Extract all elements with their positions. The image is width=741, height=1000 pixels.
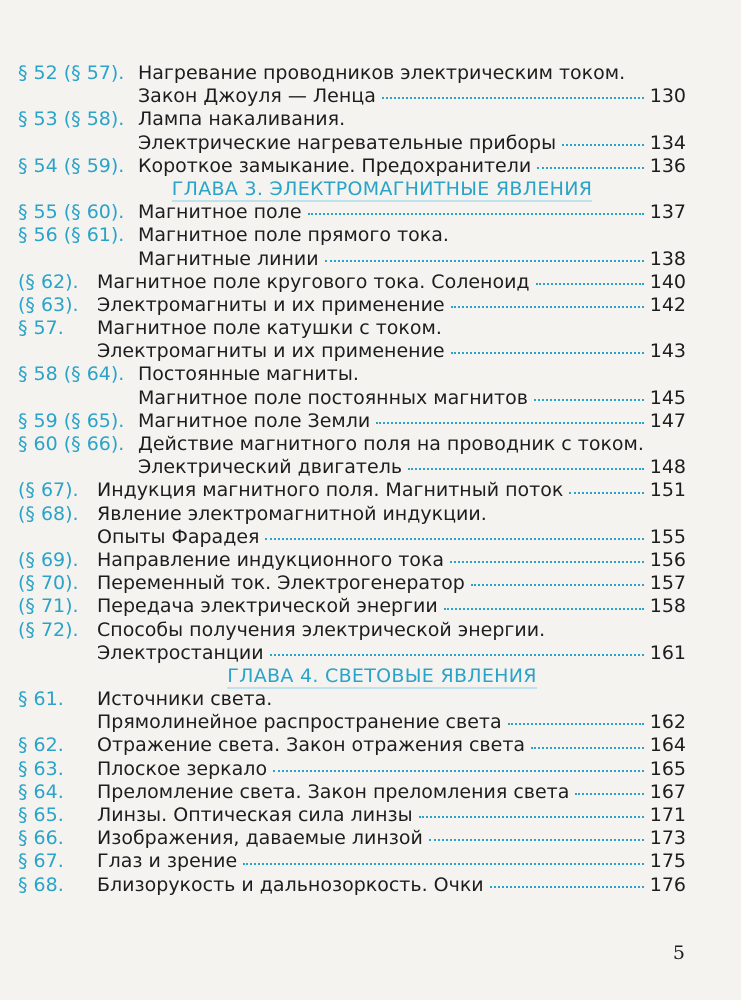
entry-page-number: 142	[649, 293, 686, 316]
section-number: (§ 71).	[18, 595, 79, 618]
entry-title: Закон Джоуля — Ленца	[138, 85, 376, 108]
entry-page-number: 136	[649, 154, 686, 177]
dot-leader	[243, 863, 644, 865]
toc-entry[interactable]	[18, 827, 686, 850]
dot-leader	[575, 793, 643, 795]
toc-entry[interactable]	[18, 294, 686, 317]
dot-leader	[490, 886, 644, 888]
dot-leader	[508, 723, 644, 725]
dot-leader	[265, 538, 643, 540]
section-number: § 67.	[18, 850, 64, 873]
entry-title: Электрические нагревательные приборы	[138, 131, 557, 154]
toc-entry[interactable]	[18, 503, 686, 549]
entry-page-number: 145	[649, 386, 686, 409]
section-number: § 68.	[18, 873, 64, 896]
section-number: § 57.	[18, 317, 64, 340]
section-number: (§ 70).	[18, 572, 79, 595]
toc-entry[interactable]	[18, 363, 686, 409]
entry-title: Электромагниты и их применение	[97, 340, 445, 363]
entry-title: Действие магнитного поля на проводник с током.	[138, 433, 644, 455]
dot-leader	[273, 770, 644, 772]
toc-entry[interactable]	[18, 549, 686, 572]
section-number: (§ 72).	[18, 618, 79, 641]
dot-leader	[537, 167, 644, 169]
dot-leader	[531, 747, 644, 749]
entry-page-number: 162	[649, 711, 686, 734]
dot-leader	[451, 352, 644, 354]
entry-title: Прямолинейное распространение света	[97, 711, 502, 734]
toc-entry[interactable]	[18, 874, 686, 897]
section-number: § 62.	[18, 734, 64, 757]
entry-page-number: 161	[649, 641, 686, 664]
entry-title: Электростанции	[97, 641, 264, 664]
section-number: § 53 (§ 58).	[18, 108, 125, 131]
entry-title: Магнитное поле катушки с током.	[97, 317, 442, 340]
entry-title: Глаз и зрение	[97, 850, 238, 873]
entry-title: Магнитные линии	[138, 247, 319, 270]
entry-title: Опыты Фарадея	[97, 525, 260, 548]
section-number: (§ 69).	[18, 548, 79, 571]
entry-title: Переменный ток. Электрогенератор	[97, 572, 465, 595]
toc-entry[interactable]	[18, 271, 686, 294]
entry-title: Линзы. Оптическая сила линзы	[97, 804, 413, 826]
section-number: § 61.	[18, 688, 64, 711]
dot-leader	[419, 816, 644, 818]
toc-entry[interactable]	[18, 595, 686, 618]
entry-title: Нагревание проводников электрическим током.	[138, 62, 626, 84]
entry-title: Способы получения электрической энергии.	[97, 618, 546, 641]
toc-entry[interactable]	[18, 108, 686, 154]
toc-entry[interactable]	[18, 479, 686, 502]
toc-entry[interactable]	[18, 410, 686, 433]
toc-entry[interactable]	[18, 734, 686, 757]
dot-leader	[450, 561, 644, 563]
entry-title: Лампа накаливания.	[138, 108, 346, 131]
entry-page-number: 167	[649, 780, 686, 803]
chapter-title: ГЛАВА 3. ЭЛЕКТРОМАГНИТНЫЕ ЯВЛЕНИЯ	[171, 177, 593, 200]
entry-page-number: 134	[649, 131, 686, 154]
chapter-title: ГЛАВА 4. СВЕТОВЫЕ ЯВЛЕНИЯ	[227, 664, 537, 687]
dot-leader	[444, 608, 644, 610]
entry-page-number: 138	[649, 247, 686, 270]
section-number: § 56 (§ 61).	[18, 224, 125, 247]
dot-leader	[382, 97, 644, 99]
section-number: § 59 (§ 65).	[18, 409, 125, 432]
toc-entry[interactable]	[18, 317, 686, 363]
chapter-heading	[78, 665, 686, 688]
entry-page-number: 148	[649, 456, 686, 479]
toc-entry[interactable]	[18, 619, 686, 665]
entry-title: Отражение света. Закон отражения света	[97, 734, 526, 757]
section-number: § 65.	[18, 804, 64, 826]
entry-page-number: 171	[649, 804, 686, 826]
entry-title: Изображения, даваемые линзой	[97, 827, 423, 850]
entry-title: Магнитное поле прямого тока.	[138, 224, 449, 247]
entry-title: Источники света.	[97, 688, 273, 711]
entry-title: Плоское зеркало	[97, 757, 268, 780]
entry-page-number: 130	[649, 85, 686, 108]
section-number: § 64.	[18, 780, 64, 803]
entry-title: Электрический двигатель	[138, 456, 403, 479]
entry-title: Магнитное поле	[138, 201, 302, 224]
toc-entry[interactable]	[18, 224, 686, 270]
chapter-heading	[78, 178, 686, 201]
section-number: § 63.	[18, 757, 64, 780]
section-number: § 52 (§ 57).	[18, 62, 125, 84]
section-number: (§ 68).	[18, 502, 79, 525]
entry-title: Явление электромагнитной индукции.	[97, 502, 487, 525]
entry-page-number: 156	[649, 548, 686, 571]
section-number: § 54 (§ 59).	[18, 154, 125, 177]
entry-title: Магнитное поле Земли	[138, 409, 371, 432]
entry-page-number: 173	[649, 827, 686, 850]
entry-page-number: 155	[649, 525, 686, 548]
toc-entry[interactable]	[18, 781, 686, 804]
dot-leader	[534, 399, 644, 401]
toc-entry[interactable]	[18, 433, 686, 479]
dot-leader	[451, 306, 644, 308]
entry-title: Магнитное поле постоянных магнитов	[138, 386, 528, 409]
entry-page-number: 176	[649, 873, 686, 896]
entry-page-number: 157	[649, 572, 686, 595]
entry-page-number: 164	[649, 734, 686, 757]
entry-title: Направление индукционного тока	[97, 548, 445, 571]
entry-title: Магнитное поле кругового тока. Соленоид	[97, 270, 530, 293]
dot-leader	[471, 584, 644, 586]
toc-entry[interactable]	[18, 804, 686, 827]
entry-title: Передача электрической энергии	[97, 595, 438, 618]
section-number: § 66.	[18, 827, 64, 850]
toc-entry[interactable]	[18, 62, 686, 108]
dot-leader	[376, 422, 643, 424]
toc-entry[interactable]	[18, 201, 686, 224]
entry-page-number: 140	[649, 270, 686, 293]
entry-title: Короткое замыкание. Предохранители	[138, 154, 532, 177]
dot-leader	[325, 260, 644, 262]
dot-leader	[536, 283, 644, 285]
dot-leader	[408, 468, 644, 470]
entry-title: Близорукость и дальнозоркость. Очки	[97, 873, 484, 896]
section-number: (§ 63).	[18, 293, 79, 316]
page-number: 5	[672, 942, 685, 964]
dot-leader	[569, 492, 643, 494]
section-number: § 60 (§ 66).	[18, 433, 125, 455]
toc-entry[interactable]	[18, 155, 686, 178]
toc-entry[interactable]	[18, 572, 686, 595]
entry-title: Электромагниты и их применение	[97, 293, 445, 316]
entry-page-number: 158	[649, 595, 686, 618]
entry-page-number: 175	[649, 850, 686, 873]
entry-page-number: 137	[649, 201, 686, 224]
dot-leader	[270, 654, 644, 656]
dot-leader	[308, 213, 644, 215]
dot-leader	[562, 144, 644, 146]
dot-leader	[429, 839, 644, 841]
entry-page-number: 165	[649, 757, 686, 780]
section-number: § 55 (§ 60).	[18, 201, 125, 224]
section-number: (§ 62).	[18, 270, 79, 293]
entry-title: Индукция магнитного поля. Магнитный поток	[97, 479, 564, 502]
section-number: § 58 (§ 64).	[18, 363, 125, 386]
entry-page-number: 147	[649, 409, 686, 432]
toc-entry[interactable]	[18, 850, 686, 873]
entry-page-number: 143	[649, 340, 686, 363]
section-number: (§ 67).	[18, 479, 79, 502]
toc-entry[interactable]	[18, 688, 686, 734]
table-of-contents	[18, 62, 686, 897]
entry-title: Преломление света. Закон преломления света	[97, 780, 570, 803]
entry-page-number: 151	[649, 479, 686, 502]
entry-title: Постоянные магниты.	[138, 363, 359, 386]
toc-entry[interactable]	[18, 758, 686, 781]
